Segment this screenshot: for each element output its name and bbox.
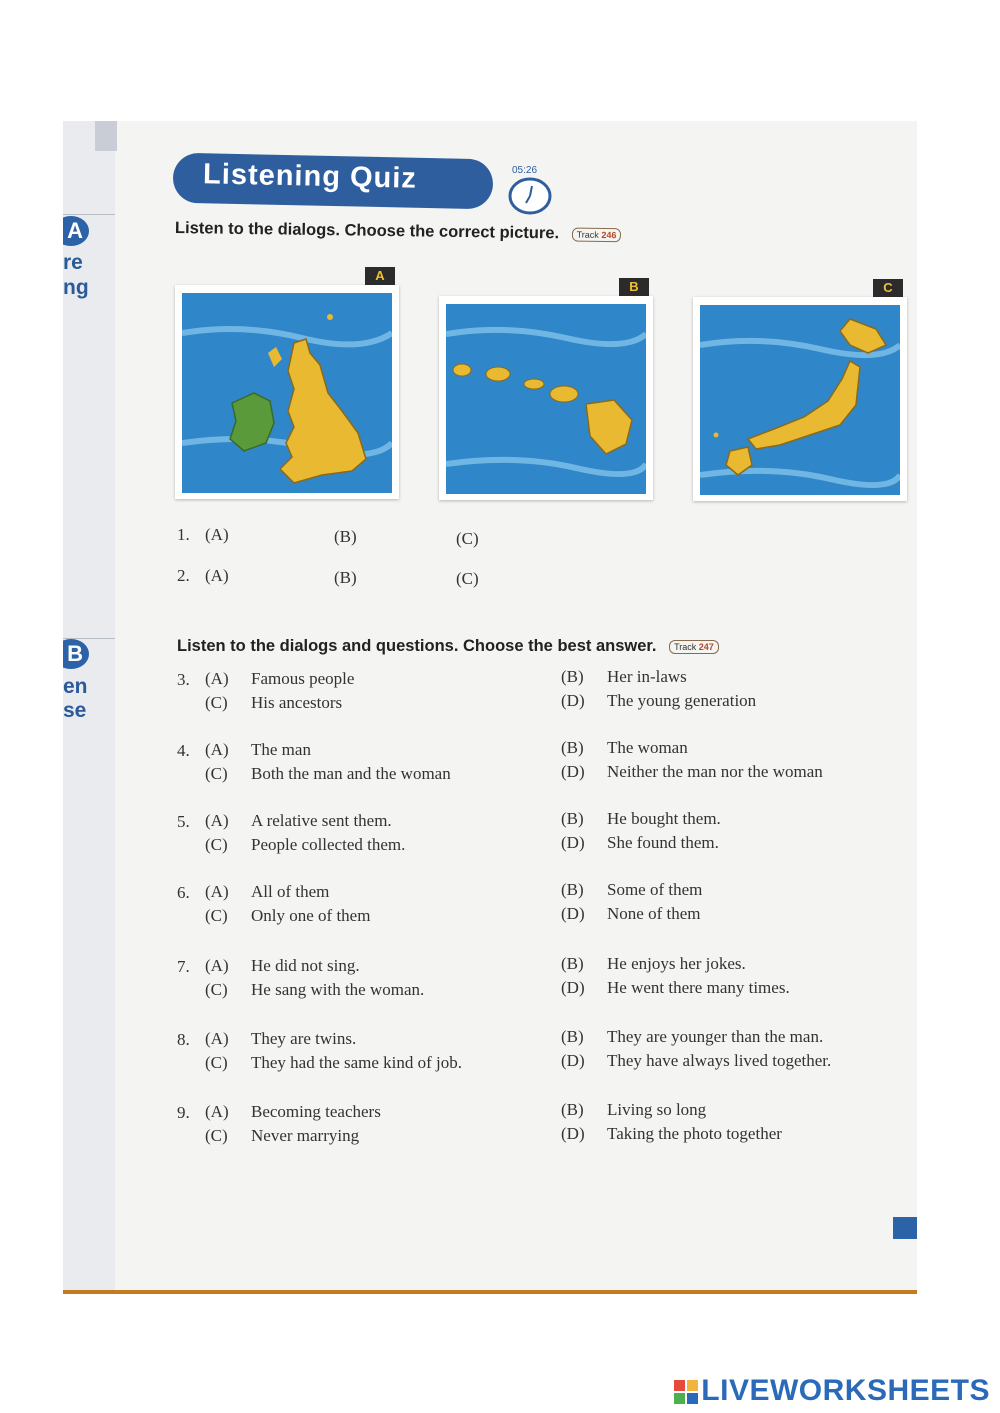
option-text: His ancestors xyxy=(251,693,343,712)
option-letter: (C) xyxy=(205,1053,228,1072)
option-3a[interactable] xyxy=(205,669,354,689)
option-letter: (C) xyxy=(205,764,228,783)
option-8d[interactable] xyxy=(561,1051,831,1071)
option-letter: (A) xyxy=(205,811,229,830)
option-text: Taking the photo together xyxy=(607,1124,782,1143)
track-number: 246 xyxy=(601,229,617,240)
title-banner xyxy=(173,153,494,210)
option-text: Never marrying xyxy=(251,1126,360,1145)
option-letter: (B) xyxy=(561,1100,584,1119)
track-247-badge[interactable] xyxy=(669,640,719,654)
timer-label: 05:26 xyxy=(512,165,538,176)
option-text: None of them xyxy=(607,904,701,923)
option-6d[interactable] xyxy=(561,904,700,924)
question-number: 6. xyxy=(177,883,190,902)
option-letter: (B) xyxy=(561,738,584,757)
option-letter: (A) xyxy=(205,669,229,688)
option-letter: (D) xyxy=(561,1124,585,1143)
option-9a[interactable] xyxy=(205,1102,381,1122)
section-b-badge: B xyxy=(63,639,89,669)
clock-icon xyxy=(507,176,553,216)
option-5c[interactable] xyxy=(205,835,405,855)
instruction-text: Listen to the dialogs. Choose the correct picture. xyxy=(174,219,560,243)
option-6c[interactable] xyxy=(205,906,370,926)
picture-tag-b: B xyxy=(619,278,649,296)
option-4c[interactable] xyxy=(205,764,451,784)
picture-a[interactable] xyxy=(175,268,399,499)
page-tab-marker xyxy=(95,121,117,151)
option-letter: (A) xyxy=(205,956,229,975)
option-letter: (B) xyxy=(561,880,584,899)
option-5b[interactable] xyxy=(561,809,721,829)
track-number: 247 xyxy=(698,641,714,652)
option-text: All of them xyxy=(251,882,330,901)
question-2 xyxy=(177,566,207,586)
option-text: He sang with the woman. xyxy=(251,980,425,999)
option-letter: (B) xyxy=(561,1027,584,1046)
question-1 xyxy=(177,525,207,545)
brand-name: LIVEWORKSHEETS xyxy=(701,1374,990,1407)
option-letter: (C) xyxy=(205,835,228,854)
question-number: 2. xyxy=(177,566,190,585)
option-text: He went there many times. xyxy=(607,978,790,997)
option-text: Her in-laws xyxy=(607,667,687,686)
option-letter: (A) xyxy=(205,882,229,901)
uk-ireland-map-icon xyxy=(182,293,392,493)
option-text: Becoming teachers xyxy=(251,1102,381,1121)
option-letter: (D) xyxy=(561,833,585,852)
option-8c[interactable] xyxy=(205,1053,462,1073)
option-text: Only one of them xyxy=(251,906,371,925)
option-4d[interactable] xyxy=(561,762,823,782)
option-7a[interactable] xyxy=(205,956,360,976)
track-246-badge[interactable] xyxy=(572,227,622,242)
option-6b[interactable] xyxy=(561,880,702,900)
option-9c[interactable] xyxy=(205,1126,359,1146)
question-number: 8. xyxy=(177,1030,190,1049)
option-letter: (D) xyxy=(561,691,585,710)
option-9d[interactable] xyxy=(561,1124,782,1144)
page-number-tab xyxy=(893,1217,917,1239)
question-number: 1. xyxy=(177,525,190,544)
picture-b[interactable] xyxy=(439,279,653,500)
option-4b[interactable] xyxy=(561,738,688,758)
brand-logo xyxy=(674,1374,990,1408)
option-text: They are twins. xyxy=(251,1029,357,1048)
option-text: He enjoys her jokes. xyxy=(607,954,746,973)
side-word: se xyxy=(63,699,87,722)
option-3d[interactable] xyxy=(561,691,756,711)
option-letter: (C) xyxy=(205,980,228,999)
question-number: 9. xyxy=(177,1103,190,1122)
option-letter: (D) xyxy=(561,978,585,997)
divider xyxy=(63,214,115,215)
side-word: ng xyxy=(63,276,89,299)
option-9b[interactable] xyxy=(561,1100,706,1120)
choice-1a[interactable]: (A) xyxy=(205,525,229,544)
picture-tag-c: C xyxy=(873,279,903,297)
choice-1c[interactable]: (C) xyxy=(456,529,479,548)
choice-1b[interactable]: (B) xyxy=(334,527,357,546)
worksheet-page xyxy=(63,121,917,1292)
option-letter: (B) xyxy=(561,667,584,686)
option-8b[interactable] xyxy=(561,1027,823,1047)
side-word: en xyxy=(63,675,88,698)
question-number: 7. xyxy=(177,957,190,976)
option-text: Famous people xyxy=(251,669,355,688)
side-word: re xyxy=(63,251,83,274)
option-text: He did not sing. xyxy=(251,956,360,975)
option-text: She found them. xyxy=(607,833,719,852)
option-text: Neither the man nor the woman xyxy=(607,762,823,781)
hawaii-islands-map-icon xyxy=(446,304,646,494)
previous-page-strip xyxy=(63,121,115,1292)
option-letter: (A) xyxy=(205,740,229,759)
liveworksheets-logo-icon xyxy=(674,1380,698,1404)
option-7c[interactable] xyxy=(205,980,424,1000)
divider xyxy=(63,638,115,639)
choice-2b[interactable]: (B) xyxy=(334,568,357,587)
option-letter: (A) xyxy=(205,1102,229,1121)
option-text: Some of them xyxy=(607,880,703,899)
option-7b[interactable] xyxy=(561,954,746,974)
option-letter: (D) xyxy=(561,904,585,923)
option-text: People collected them. xyxy=(251,835,406,854)
question-number: 3. xyxy=(177,670,190,689)
instruction-text: Listen to the dialogs and questions. Choose the best answer. xyxy=(177,637,657,655)
choice-2a[interactable]: (A) xyxy=(205,566,229,585)
picture-tag-a: A xyxy=(365,267,395,285)
option-text: Both the man and the woman xyxy=(251,764,451,783)
option-text: Living so long xyxy=(607,1100,707,1119)
option-6a[interactable] xyxy=(205,882,329,902)
option-letter: (B) xyxy=(561,809,584,828)
part2-instruction xyxy=(177,637,719,656)
picture-c[interactable] xyxy=(693,280,907,501)
japan-map-icon xyxy=(700,305,900,495)
option-5a[interactable] xyxy=(205,811,392,831)
option-7d[interactable] xyxy=(561,978,790,998)
option-8a[interactable] xyxy=(205,1029,356,1049)
option-letter: (C) xyxy=(205,1126,228,1145)
page-bottom-edge xyxy=(63,1290,917,1294)
option-text: The young generation xyxy=(607,691,757,710)
option-letter: (D) xyxy=(561,762,585,781)
question-number: 4. xyxy=(177,741,190,760)
option-4a[interactable] xyxy=(205,740,311,760)
option-3b[interactable] xyxy=(561,667,687,687)
option-text: A relative sent them. xyxy=(251,811,392,830)
option-text: They have always lived together. xyxy=(607,1051,832,1070)
section-a-badge: A xyxy=(63,216,89,246)
track-label: Track xyxy=(576,229,599,240)
page-title: Listening Quiz xyxy=(202,158,418,195)
option-text: He bought them. xyxy=(607,809,721,828)
option-text: The man xyxy=(251,740,311,759)
option-5d[interactable] xyxy=(561,833,719,853)
option-letter: (A) xyxy=(205,1029,229,1048)
option-text: They are younger than the man. xyxy=(607,1027,824,1046)
option-letter: (C) xyxy=(205,906,228,925)
question-number: 5. xyxy=(177,812,190,831)
track-label: Track xyxy=(674,641,697,652)
option-text: They had the same kind of job. xyxy=(251,1053,463,1072)
option-letter: (C) xyxy=(205,693,228,712)
option-letter: (B) xyxy=(561,954,584,973)
option-letter: (D) xyxy=(561,1051,585,1070)
choice-2c[interactable]: (C) xyxy=(456,569,479,588)
part1-instruction xyxy=(175,219,622,244)
option-text: The woman xyxy=(607,738,688,757)
option-3c[interactable] xyxy=(205,693,342,713)
